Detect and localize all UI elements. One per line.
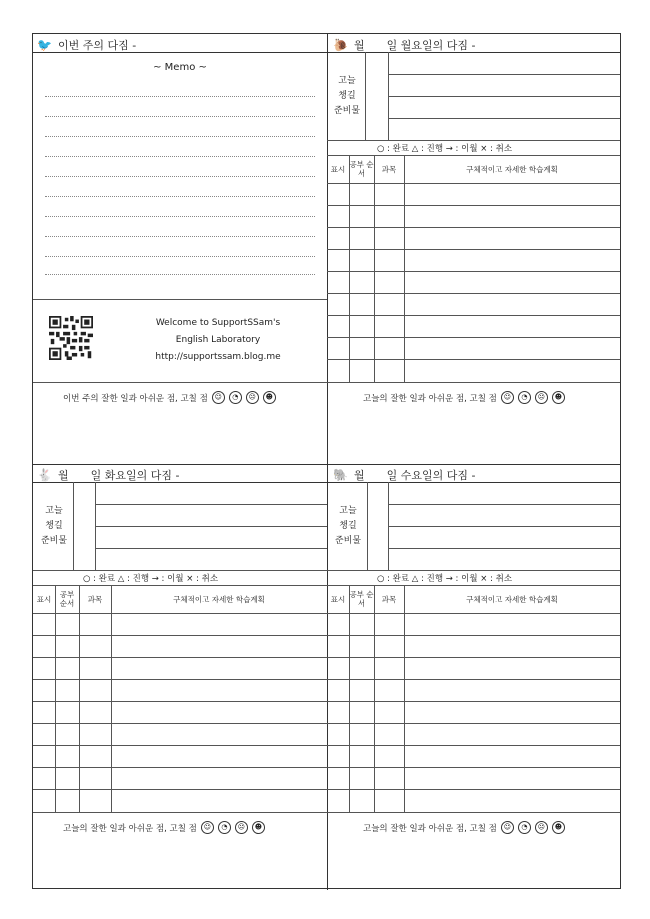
- memo-line: [45, 116, 315, 117]
- supplies-label-bring: 챙길: [339, 521, 357, 531]
- monday-row: [327, 183, 620, 184]
- weekly-title-text: 이번 주의 다짐 -: [57, 39, 137, 52]
- supplies-label-bring: 챙길: [338, 91, 356, 101]
- monday-row: [327, 359, 620, 360]
- tuesday-title: [37, 467, 179, 483]
- tuesday-supplies-bottom: [33, 570, 327, 571]
- monday-col-line: [374, 155, 375, 382]
- monday-col-mark: 표시: [330, 164, 346, 174]
- monday-supplies-line: [388, 96, 620, 97]
- memo-line: [45, 216, 315, 217]
- wednesday-table-bottom: [327, 812, 620, 813]
- wednesday-col-plan: 구체적이고 자세한 학습계획: [466, 594, 558, 604]
- wednesday-supplies-line: [388, 504, 620, 505]
- welcome-line-2: English Laboratory: [175, 335, 261, 345]
- wednesday-col-line: [349, 585, 350, 812]
- memo-line: [45, 156, 315, 157]
- wednesday-row: [327, 701, 620, 702]
- monday-row: [327, 337, 620, 338]
- wednesday-month: 월: [353, 469, 365, 482]
- monday-supplies-divider: [365, 52, 366, 140]
- wednesday-col-line: [374, 585, 375, 812]
- wednesday-col-line: [404, 585, 405, 812]
- tuesday-row: [33, 613, 327, 614]
- wednesday-reflection: [363, 821, 565, 834]
- monday-row: [327, 293, 620, 294]
- tuesday-month: 월: [57, 469, 69, 482]
- wednesday-legend: ○ : 완료 △ : 진행 → : 이월 × : 취소: [377, 574, 513, 584]
- welcome-bottom-rule: [33, 382, 327, 383]
- monday-month: 월: [353, 39, 365, 52]
- supplies-label-bring: 챙길: [45, 521, 63, 531]
- monday-col-subject: 과목: [381, 164, 397, 174]
- wednesday-reflection-text: 고늘의 잘한 일과 아쉬운 점, 고칠 점: [363, 823, 497, 834]
- monday-row: [327, 271, 620, 272]
- wednesday-supplies-bottom: [327, 570, 620, 571]
- memo-line: [45, 236, 315, 237]
- tuesday-row: [33, 723, 327, 724]
- memo-line: [45, 96, 315, 97]
- wednesday-row: [327, 657, 620, 658]
- tuesday-day-title: 일 화요일의 다짐 -: [90, 469, 180, 482]
- tuesday-supplies-line: [95, 526, 327, 527]
- monday-reflection: [363, 391, 565, 404]
- neutral-face-icon[interactable]: ◔: [218, 821, 231, 834]
- tuesday-col-line: [79, 585, 80, 812]
- supplies-label-items: 준비물: [40, 536, 68, 546]
- monday-col-line: [349, 155, 350, 382]
- smile-face-icon[interactable]: ☺: [501, 821, 514, 834]
- monday-reflection-text: 고늘의 잘한 일과 아쉬운 점, 고칠 점: [363, 393, 497, 404]
- smile-face-icon[interactable]: ☺: [201, 821, 214, 834]
- memo-label: ~ Memo ~: [153, 62, 207, 73]
- wednesday-row: [327, 613, 620, 614]
- bird-icon: 🐦: [37, 38, 52, 52]
- neutral-face-icon[interactable]: ◔: [518, 391, 531, 404]
- weekly-reflection-text: 이번 주의 잘한 일과 아쉬운 점, 고칠 점: [63, 393, 208, 404]
- neutral-face-icon[interactable]: ◔: [518, 821, 531, 834]
- sad-face-icon[interactable]: ☹: [246, 391, 259, 404]
- tuesday-row: [33, 635, 327, 636]
- tuesday-col-plan: 구체적이고 자세한 학습계획: [173, 594, 265, 604]
- wednesday-day-title: 일 수요일의 다짐 -: [386, 469, 476, 482]
- monday-row: [327, 249, 620, 250]
- tuesday-row: [33, 701, 327, 702]
- tuesday-row: [33, 679, 327, 680]
- monday-day-title: 일 월요일의 다짐 -: [386, 39, 476, 52]
- weekly-title: [37, 37, 136, 53]
- tuesday-col-line: [111, 585, 112, 812]
- memo-line: [45, 274, 315, 275]
- snail-icon: 🐌: [333, 38, 348, 52]
- wednesday-title: [333, 467, 475, 483]
- monday-supplies-bottom: [327, 140, 620, 141]
- wednesday-col-order: 공부 순서: [349, 590, 374, 608]
- tuesday-supplies-divider: [73, 482, 74, 570]
- planner-page: [32, 33, 621, 889]
- monday-col-order: 공부 순서: [349, 160, 374, 178]
- happy-face-icon[interactable]: ☻: [552, 391, 565, 404]
- tuesday-table-bottom: [33, 812, 327, 813]
- smile-face-icon[interactable]: ☺: [212, 391, 225, 404]
- monday-row: [327, 205, 620, 206]
- tuesday-row: [33, 745, 327, 746]
- wednesday-row: [327, 767, 620, 768]
- monday-col-line: [404, 155, 405, 382]
- wednesday-supplies-line: [388, 548, 620, 549]
- tuesday-reflection-text: 고늘의 잘한 일과 아쉬운 점, 고칠 점: [63, 823, 197, 834]
- weekly-reflection: [63, 391, 276, 404]
- elephant-icon: 🐘: [333, 468, 348, 482]
- monday-legend: ○ : 완료 △ : 진행 → : 이월 × : 취소: [377, 144, 513, 154]
- smile-face-icon[interactable]: ☺: [501, 391, 514, 404]
- tuesday-supplies-label: [35, 504, 73, 549]
- wednesday-row: [327, 679, 620, 680]
- tuesday-legend: ○ : 완료 △ : 진행 → : 이월 × : 취소: [83, 574, 219, 584]
- tuesday-supplies-line: [95, 548, 327, 549]
- supplies-label-items: 준비물: [334, 536, 362, 546]
- welcome-block: [128, 315, 308, 366]
- memo-line: [45, 136, 315, 137]
- sad-face-icon[interactable]: ☹: [535, 821, 548, 834]
- wednesday-row: [327, 789, 620, 790]
- neutral-face-icon[interactable]: ◔: [229, 391, 242, 404]
- memo-bottom-rule: [33, 299, 327, 300]
- monday-supplies-line: [388, 118, 620, 119]
- qr-code: [49, 316, 93, 360]
- wednesday-row: [327, 723, 620, 724]
- sad-face-icon[interactable]: ☹: [535, 391, 548, 404]
- monday-title: [333, 37, 475, 53]
- monday-supplies-line: [388, 74, 620, 75]
- wednesday-row: [327, 745, 620, 746]
- happy-face-icon[interactable]: ☻: [252, 821, 265, 834]
- memo-line: [45, 256, 315, 257]
- supplies-label-today: 고늘: [339, 506, 357, 516]
- tuesday-col-subject: 과목: [87, 594, 103, 604]
- wednesday-col-mark: 표시: [330, 594, 346, 604]
- supplies-label-items: 준비물: [333, 106, 361, 116]
- wednesday-supplies-divider: [367, 482, 368, 570]
- tuesday-col-order: 공부 순서: [59, 590, 75, 608]
- memo-line: [45, 196, 315, 197]
- monday-table-bottom: [327, 382, 620, 383]
- happy-face-icon[interactable]: ☻: [552, 821, 565, 834]
- monday-row: [327, 227, 620, 228]
- tuesday-row: [33, 789, 327, 790]
- middle-rule: [33, 464, 620, 465]
- tuesday-row: [33, 767, 327, 768]
- wednesday-col-subject: 과목: [381, 594, 397, 604]
- monday-row: [327, 315, 620, 316]
- welcome-line-1: Welcome to SupportSSam's: [155, 318, 281, 328]
- wednesday-supplies-line: [388, 526, 620, 527]
- tuesday-reflection: [63, 821, 265, 834]
- rabbit-icon: 🐇: [37, 468, 52, 482]
- blog-url[interactable]: http://supportssam.blog.me: [155, 352, 281, 362]
- happy-face-icon[interactable]: ☻: [263, 391, 276, 404]
- tuesday-row: [33, 657, 327, 658]
- wednesday-row: [327, 635, 620, 636]
- wednesday-supplies-label: [329, 504, 367, 549]
- tuesday-col-line: [55, 585, 56, 812]
- memo-line: [45, 176, 315, 177]
- sad-face-icon[interactable]: ☹: [235, 821, 248, 834]
- monday-col-plan: 구체적이고 자세한 학습계획: [466, 164, 558, 174]
- tuesday-supplies-line: [95, 504, 327, 505]
- tuesday-col-mark: 표시: [36, 594, 52, 604]
- supplies-label-today: 고늘: [45, 506, 63, 516]
- monday-supplies-label: [329, 74, 365, 119]
- supplies-label-today: 고늘: [338, 76, 356, 86]
